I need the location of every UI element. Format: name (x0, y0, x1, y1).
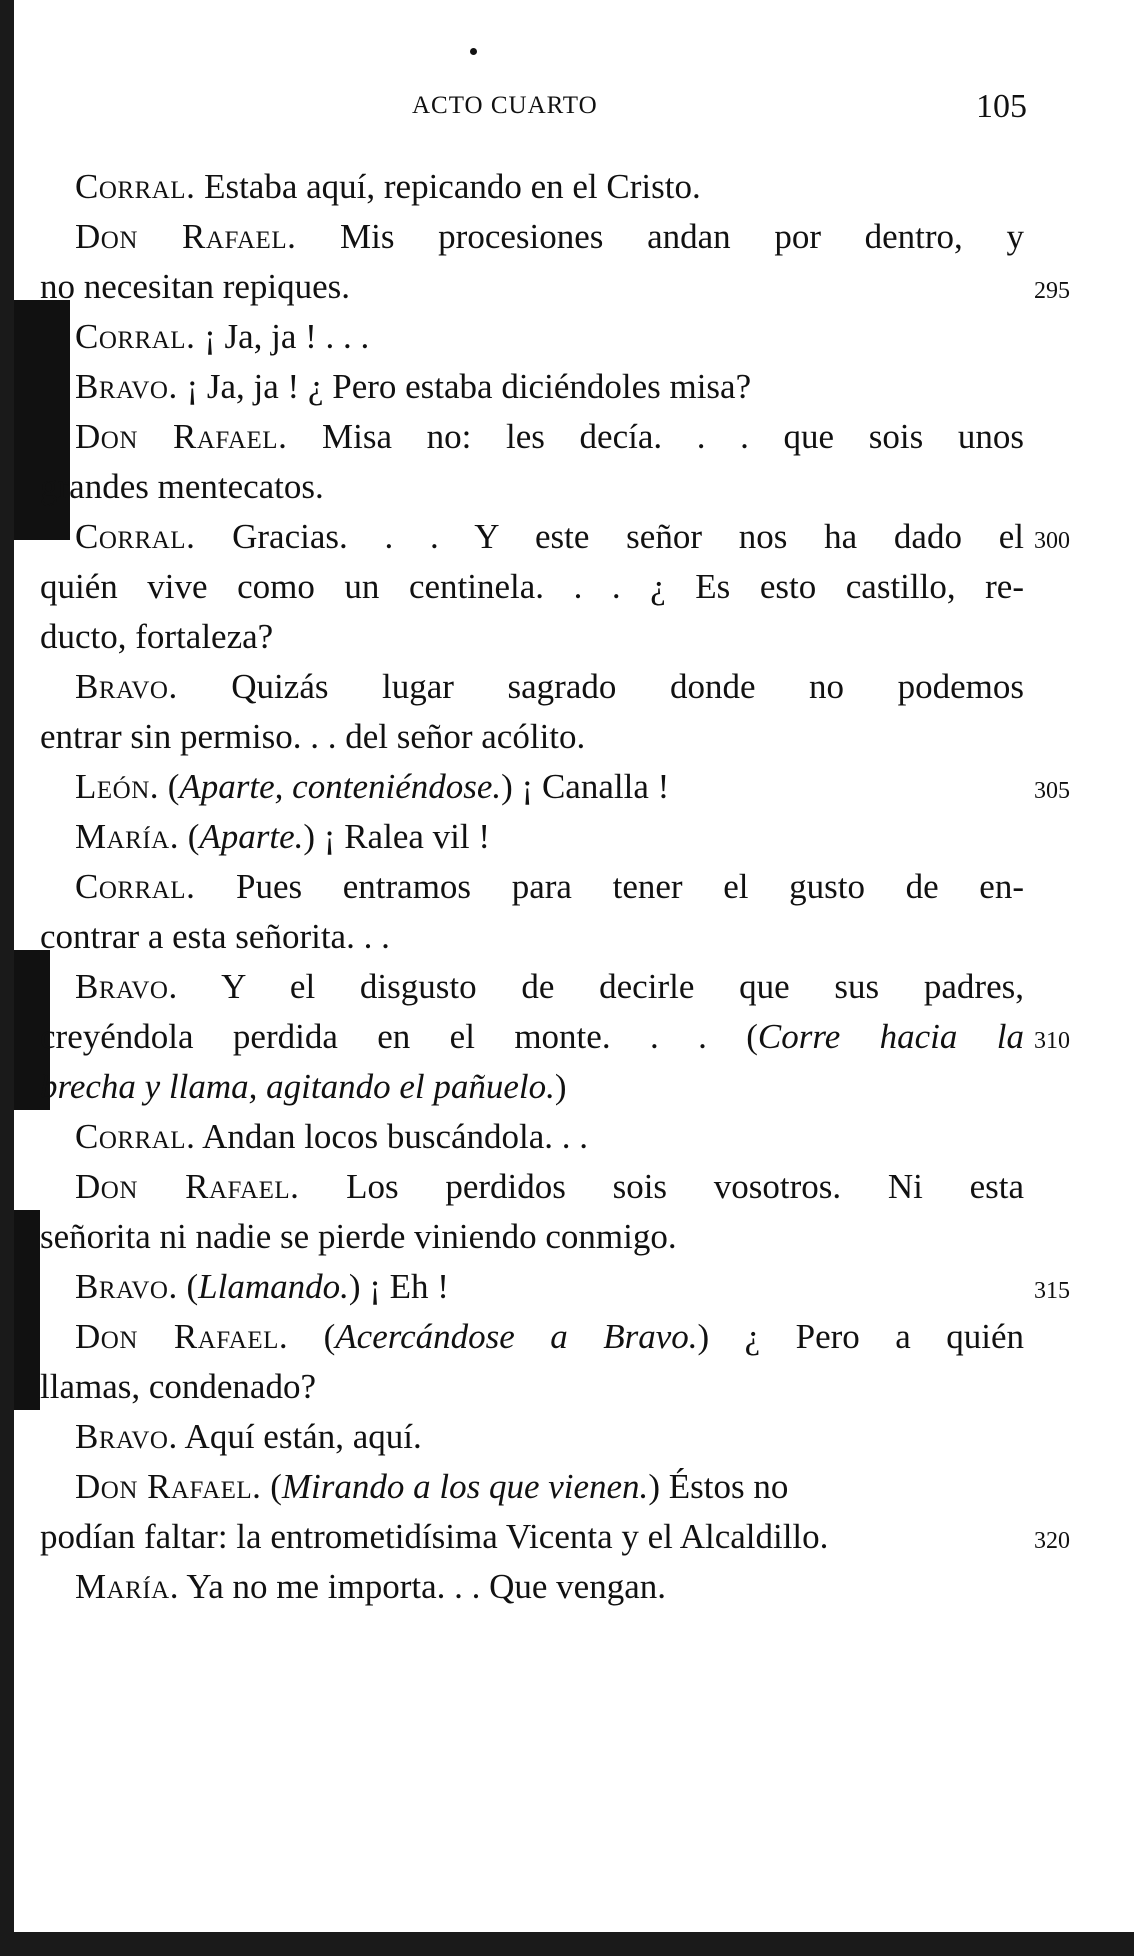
speech-text: Pues entramos para tener el gusto de en- (195, 867, 1024, 906)
speaker-name: Don Rafael. (75, 1317, 289, 1356)
speaker-name: Don Rafael. (75, 217, 297, 256)
line-number: 295 (1034, 278, 1070, 304)
speaker-name: Bravo. (75, 367, 178, 406)
line-text (75, 312, 1024, 362)
dialogue-text (0, 162, 1134, 1612)
text-line (0, 712, 1134, 762)
line-text (40, 462, 1024, 512)
speech-text: señorita ni nadie se pierde viniendo conmigo. (40, 1217, 677, 1256)
speaker-name: María. (75, 1567, 179, 1606)
line-text (75, 212, 1024, 262)
speaker-name: Corral. (75, 867, 196, 906)
line-text (40, 562, 1024, 612)
line-text (75, 812, 1024, 862)
line-text (75, 362, 1024, 412)
speaker-name: Bravo. (75, 1267, 178, 1306)
speech-text: ducto, fortaleza? (40, 617, 274, 656)
line-number: 305 (1034, 778, 1070, 804)
speaker-name: Bravo. (75, 1417, 178, 1456)
scan-bottom-edge (0, 1932, 1134, 1956)
text-line (0, 512, 1134, 562)
speech-text: llamas, condenado? (40, 1367, 317, 1406)
text-line (0, 212, 1134, 262)
speech-text: Quizás lugar sagrado donde no podemos (177, 667, 1024, 706)
stage-direction: Acercándose a Bravo. (335, 1317, 698, 1356)
line-number: 315 (1034, 1278, 1070, 1304)
text-line (0, 312, 1134, 362)
text-line (0, 912, 1134, 962)
line-text (75, 1262, 1024, 1312)
line-text (40, 262, 1024, 312)
speech-text: grandes mentecatos. (40, 467, 324, 506)
speech-text: no necesitan repiques. (40, 267, 351, 306)
speech-text: Misa no: les decía. . . que sois unos (287, 417, 1024, 456)
line-text (75, 1162, 1024, 1212)
speech-text: ¡ Ja, ja ! ¿ Pero estaba diciéndoles misa? (177, 367, 752, 406)
line-text (75, 1462, 1024, 1512)
text-line (0, 262, 1134, 312)
line-text (75, 412, 1024, 462)
text-line (0, 762, 1134, 812)
line-text (75, 1312, 1024, 1362)
line-text (40, 1512, 1024, 1562)
stage-direction: Aparte. (199, 817, 304, 856)
speech-text: ) ¡ Canalla ! (501, 767, 670, 806)
speaker-name: Bravo. (75, 667, 178, 706)
text-line (0, 1012, 1134, 1062)
text-line (0, 1212, 1134, 1262)
text-line (0, 1162, 1134, 1212)
speech-text: Ya no me importa. . . Que vengan. (178, 1567, 666, 1606)
text-line (0, 562, 1134, 612)
speech-text: ) ¡ Ralea vil ! (303, 817, 490, 856)
line-text (40, 1362, 1024, 1412)
speech-text: ) (554, 1067, 567, 1106)
text-line (0, 962, 1134, 1012)
text-line (0, 1462, 1134, 1512)
speaker-name: Don Rafael. (75, 1167, 300, 1206)
stage-direction: Aparte, conteniéndose. (179, 767, 502, 806)
line-text (40, 1012, 1024, 1062)
speech-text: Gracias. . . Y este señor nos ha dado el (195, 517, 1024, 556)
line-text (75, 162, 1024, 212)
text-line (0, 812, 1134, 862)
stage-direction: brecha y llama, agitando el pañuelo. (40, 1067, 555, 1106)
speech-text: Aquí están, aquí. (177, 1417, 422, 1456)
speaker-name: León. (75, 767, 160, 806)
speaker-name: María. (75, 817, 179, 856)
speech-text: ( (159, 767, 180, 806)
speaker-name: Corral. (75, 167, 196, 206)
ink-dot (470, 48, 477, 55)
speech-text: ( (288, 1317, 336, 1356)
line-number: 320 (1034, 1528, 1070, 1554)
line-text (75, 1562, 1024, 1612)
speech-text: Estaba aquí, repicando en el Cristo. (195, 167, 701, 206)
speaker-name: Corral. (75, 1117, 196, 1156)
text-line (0, 1362, 1134, 1412)
speech-text: ) Éstos no (648, 1467, 789, 1506)
speech-text: Andan locos buscándola. . . (195, 1117, 589, 1156)
line-text (75, 1412, 1024, 1462)
stage-direction: Mirando a los que vienen. (281, 1467, 649, 1506)
stage-direction: Corre hacia la (757, 1017, 1024, 1056)
text-line (0, 1412, 1134, 1462)
text-line (0, 1062, 1134, 1112)
line-text (75, 862, 1024, 912)
line-text (40, 612, 1024, 662)
speech-text: podían faltar: la entrometidísima Vicenta y el Alcaldillo. (40, 1517, 829, 1556)
text-line (0, 1312, 1134, 1362)
text-line (0, 862, 1134, 912)
text-line (0, 1262, 1134, 1312)
speaker-name: Don Rafael. (75, 1467, 262, 1506)
line-text (75, 1112, 1024, 1162)
line-number: 300 (1034, 528, 1070, 554)
line-text (75, 662, 1024, 712)
speaker-name: Corral. (75, 517, 196, 556)
line-text (75, 762, 1024, 812)
text-line (0, 1562, 1134, 1612)
running-title: ACTO CUARTO (412, 92, 598, 119)
text-line (0, 162, 1134, 212)
stage-direction: Llamando. (198, 1267, 349, 1306)
line-text (75, 512, 1024, 562)
speech-text: ) ¡ Eh ! (348, 1267, 449, 1306)
speaker-name: Bravo. (75, 967, 178, 1006)
speaker-name: Don Rafael. (75, 417, 288, 456)
text-line (0, 1112, 1134, 1162)
line-text (40, 712, 1024, 762)
speech-text: quién vive como un centinela. . . ¿ Es esto castillo, re- (40, 567, 1024, 606)
text-line (0, 412, 1134, 462)
line-text (75, 962, 1024, 1012)
speech-text: creyéndola perdida en el monte. . . ( (40, 1017, 758, 1056)
text-line (0, 462, 1134, 512)
line-number: 310 (1034, 1028, 1070, 1054)
text-line (0, 362, 1134, 412)
speech-text: Mis procesiones andan por dentro, y (296, 217, 1024, 256)
speech-text: ¡ Ja, ja ! . . . (195, 317, 370, 356)
speech-text: ( (177, 1267, 199, 1306)
speech-text: ( (261, 1467, 282, 1506)
page-number: 105 (976, 88, 1027, 125)
speech-text: ( (178, 817, 200, 856)
text-line (0, 612, 1134, 662)
line-text (40, 1062, 1024, 1112)
speech-text: contrar a esta señorita. . . (40, 917, 390, 956)
speech-text: Los perdidos sois vosotros. Ni esta (299, 1167, 1024, 1206)
text-line (0, 662, 1134, 712)
line-text (40, 912, 1024, 962)
speech-text: ) ¿ Pero a quién (697, 1317, 1025, 1356)
text-line (0, 1512, 1134, 1562)
speech-text: entrar sin permiso. . . del señor acólito. (40, 717, 586, 756)
speech-text: Y el disgusto de decirle que sus padres, (177, 967, 1024, 1006)
line-text (40, 1212, 1024, 1262)
speaker-name: Corral. (75, 317, 196, 356)
